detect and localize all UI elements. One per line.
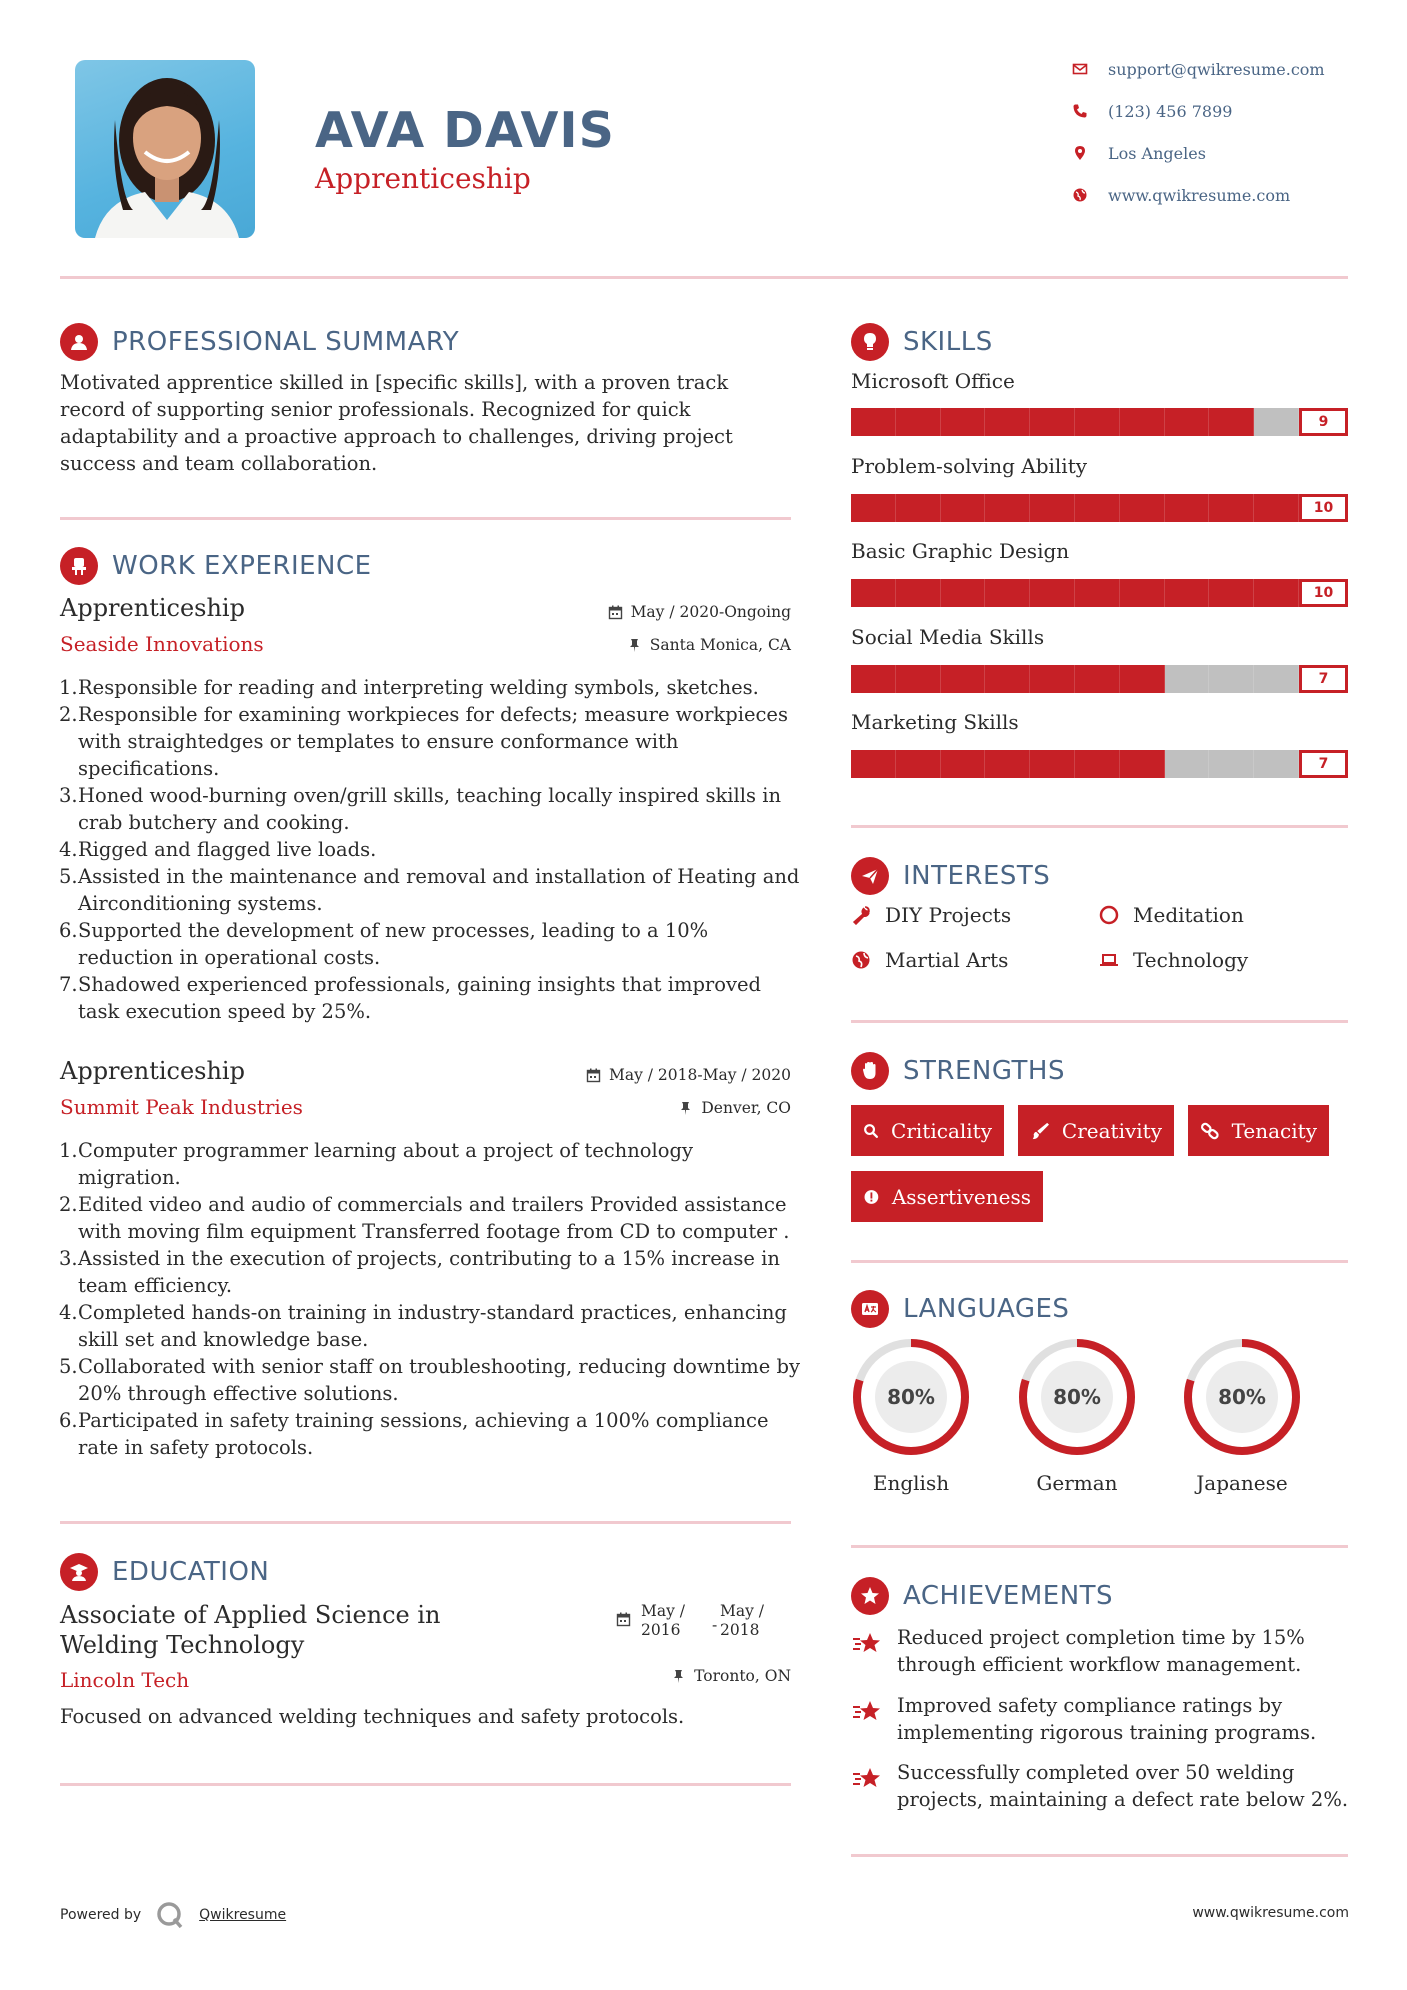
skill-segment [1030, 750, 1075, 778]
skill-segment [1254, 579, 1299, 607]
skill-5-bar [851, 750, 1348, 778]
job-2-location [490, 1099, 791, 1117]
work-title: WORK EXPERIENCE [112, 551, 372, 581]
interest-1-label: DIY Projects [885, 903, 1012, 927]
languages-title: LANGUAGES [903, 1294, 1070, 1324]
strength-chip-creativity [1018, 1105, 1174, 1156]
paper-plane-icon [851, 857, 889, 895]
language-japanese [1180, 1335, 1304, 1495]
skill-segment [985, 665, 1030, 693]
skill-segment [1120, 665, 1165, 693]
education-start-month: May / [641, 1602, 686, 1620]
language-german [1015, 1335, 1139, 1495]
language-name: English [872, 1471, 950, 1495]
education-title: EDUCATION [112, 1557, 270, 1587]
footer-powered-by [60, 1900, 286, 1930]
list-item: Computer programmer learning about a project of technology migration. [78, 1139, 694, 1189]
skill-segment [985, 750, 1030, 778]
interest-4 [1099, 948, 1248, 972]
skill-segment [851, 750, 896, 778]
summary-heading [60, 322, 459, 362]
strengths-divider [851, 1260, 1348, 1263]
interest-2 [1099, 903, 1244, 927]
skill-1-bar [851, 408, 1348, 436]
skills-divider [851, 825, 1348, 828]
skill-segment [896, 665, 941, 693]
skill-segment [941, 494, 986, 522]
skill-1-score: 9 [1299, 408, 1348, 436]
skill-segment [1075, 665, 1120, 693]
skill-segment [851, 494, 896, 522]
strength-4-label: Assertiveness [891, 1184, 1031, 1209]
job-1-title: Apprenticeship [60, 594, 245, 622]
skill-segment [1209, 665, 1254, 693]
circle-icon [1099, 905, 1119, 925]
job-1-bullets [60, 674, 800, 1025]
list-item: Participated in safety training sessions, achieving a 100% compliance rate in safety protocols. [78, 1409, 769, 1459]
skill-segment [941, 408, 986, 436]
achievement-3 [851, 1759, 1351, 1813]
skill-1-name: Microsoft Office [851, 369, 1015, 393]
skill-segment [1120, 579, 1165, 607]
chair-icon [60, 547, 98, 585]
education-start-year: 2016 [641, 1621, 681, 1639]
education-end-month: May / [720, 1602, 765, 1620]
skill-segment [851, 665, 896, 693]
skill-segment [1030, 579, 1075, 607]
education-degree: Associate of Applied Science in Welding Technology [60, 1601, 441, 1659]
achievements-heading [851, 1576, 1113, 1616]
skill-4-name: Social Media Skills [851, 625, 1045, 649]
qwikresume-logo-icon [155, 1900, 185, 1930]
skill-segment [1030, 408, 1075, 436]
list-item: Edited video and audio of commercials and trailers Provided assistance with moving film equipment Transferred footage from CD to computer . [78, 1193, 790, 1243]
skill-4-score: 7 [1299, 665, 1348, 693]
languages-divider [851, 1545, 1348, 1548]
strengths-heading [851, 1051, 1065, 1091]
strength-2-label: Creativity [1061, 1118, 1162, 1143]
pin-icon [671, 1669, 686, 1684]
achievement-3-text: Successfully completed over 50 welding projects, maintaining a defect rate below 2%. [897, 1761, 1349, 1811]
language-english [849, 1335, 973, 1495]
powered-by-text: Powered by [60, 1907, 142, 1923]
skill-segment [1075, 750, 1120, 778]
education-location [490, 1667, 791, 1685]
skill-segment [1030, 494, 1075, 522]
list-item: Responsible for reading and interpreting welding symbols, sketches. [78, 676, 759, 699]
summary-title: PROFESSIONAL SUMMARY [112, 327, 460, 357]
candidate-role: Apprenticeship [315, 162, 531, 195]
skill-segment [1165, 579, 1210, 607]
laptop-icon [1099, 950, 1119, 970]
strengths-title: STRENGTHS [903, 1056, 1065, 1086]
language-name: Japanese [1196, 1471, 1288, 1495]
interest-1 [851, 903, 1011, 927]
work-divider [60, 1521, 791, 1524]
languages-heading [851, 1289, 1069, 1329]
list-item: Supported the development of new processes, leading to a 10% reduction in operational costs. [78, 919, 709, 969]
lightbulb-icon [851, 323, 889, 361]
skill-segment [985, 579, 1030, 607]
candidate-name: AVA DAVIS [315, 102, 615, 159]
contact-location [1070, 141, 1370, 165]
job-2-bullets [60, 1137, 800, 1461]
skill-segment [985, 494, 1030, 522]
education-description: Focused on advanced welding techniques and safety protocols. [60, 1705, 685, 1728]
skill-5-name: Marketing Skills [851, 710, 1019, 734]
achievement-1-text: Reduced project completion time by 15% through efficient workflow management. [897, 1626, 1305, 1676]
job-1-location [490, 636, 791, 654]
wrench-icon [851, 905, 871, 925]
pin-icon [678, 1101, 693, 1116]
list-item: Shadowed experienced professionals, gaining insights that improved task execution speed by 25%. [78, 973, 762, 1023]
skill-segment [1254, 408, 1299, 436]
skill-4-bar [851, 665, 1348, 693]
star-icon [851, 1628, 883, 1660]
interest-3 [851, 948, 1008, 972]
skill-2-name: Problem-solving Ability [851, 454, 1088, 478]
language-percent: 80% [1053, 1385, 1101, 1409]
list-item: Assisted in the execution of projects, contributing to a 15% increase in team efficiency. [78, 1247, 780, 1297]
achievements-title: ACHIEVEMENTS [903, 1581, 1114, 1611]
skill-segment [1030, 665, 1075, 693]
achievements-divider [851, 1854, 1348, 1857]
skill-segment [1254, 665, 1299, 693]
skill-segment [1165, 494, 1210, 522]
skill-segment [1075, 408, 1120, 436]
skill-segment [896, 579, 941, 607]
skill-5-score: 7 [1299, 750, 1348, 778]
skills-title: SKILLS [903, 327, 993, 357]
job-1-date-text: May / 2020-Ongoing [630, 603, 791, 621]
skill-segment [941, 750, 986, 778]
work-heading [60, 546, 372, 586]
list-item: Responsible for examining workpieces for defects; measure workpieces with straightedges or templates to ensure conformance with specifications. [78, 703, 788, 780]
education-heading [60, 1552, 269, 1592]
skill-segment [1209, 494, 1254, 522]
skill-segment [1120, 408, 1165, 436]
skill-segment [1254, 494, 1299, 522]
globe-icon [851, 950, 871, 970]
interests-divider [851, 1020, 1348, 1023]
education-location-text: Toronto, ON [694, 1667, 791, 1685]
skill-2-score: 10 [1299, 494, 1348, 522]
strength-chip-assertiveness [851, 1171, 1043, 1222]
skills-heading [851, 322, 993, 362]
skill-segment [941, 579, 986, 607]
contact-phone-text: (123) 456 7899 [1108, 101, 1233, 121]
achievement-2 [851, 1692, 1351, 1746]
exclamation-icon [863, 1186, 880, 1208]
fist-icon [851, 1052, 889, 1090]
list-item: Rigged and flagged live loads. [78, 838, 377, 861]
star-badge-icon [851, 1577, 889, 1615]
skill-segment [1209, 579, 1254, 607]
contact-email-text: support@qwikresume.com [1108, 59, 1325, 79]
job-1-date [490, 603, 791, 621]
job-1-company: Seaside Innovations [60, 632, 264, 656]
skill-segment [1165, 665, 1210, 693]
summary-text: Motivated apprentice skilled in [specific skills], with a proven track record of supporting senior professionals. Recognized for quick adaptability and a proactive approach to challenges, driving project success and team collaboration. [60, 371, 733, 475]
job-2-location-text: Denver, CO [701, 1099, 791, 1117]
phone-icon [1070, 101, 1090, 121]
contact-website[interactable] [1070, 183, 1370, 207]
skill-segment [851, 408, 896, 436]
skill-segment [1075, 579, 1120, 607]
achievement-1 [851, 1624, 1351, 1678]
paintbrush-icon [1030, 1120, 1050, 1142]
education-divider [60, 1783, 791, 1786]
skill-segment [1209, 750, 1254, 778]
skill-segment [941, 665, 986, 693]
strength-chip-tenacity [1188, 1105, 1329, 1156]
skill-3-score: 10 [1299, 579, 1348, 607]
envelope-icon [1070, 59, 1090, 79]
job-2-title: Apprenticeship [60, 1057, 245, 1085]
strength-1-label: Criticality [891, 1118, 992, 1143]
language-ring [1180, 1335, 1304, 1459]
strength-3-label: Tenacity [1231, 1118, 1317, 1143]
language-percent: 80% [1218, 1385, 1266, 1409]
skill-3-bar [851, 579, 1348, 607]
summary-divider [60, 517, 791, 520]
contact-location-text: Los Angeles [1108, 143, 1206, 163]
list-item: Honed wood-burning oven/grill skills, teaching locally inspired skills in crab butchery and cooking. [78, 784, 782, 834]
language-ring [849, 1335, 973, 1459]
profile-photo [75, 60, 255, 238]
star-icon [851, 1696, 883, 1728]
user-icon [60, 323, 98, 361]
footer-website[interactable]: www.qwikresume.com [1192, 1905, 1349, 1921]
skill-segment [896, 494, 941, 522]
list-item: Collaborated with senior staff on troubleshooting, reducing downtime by 20% through effective solutions. [78, 1355, 800, 1405]
skill-3-name: Basic Graphic Design [851, 539, 1070, 563]
skill-segment [1165, 408, 1210, 436]
location-pin-icon [1070, 143, 1090, 163]
pin-icon [627, 638, 642, 653]
star-icon [851, 1763, 883, 1795]
skill-segment [896, 408, 941, 436]
skill-segment [851, 579, 896, 607]
list-item: Completed hands-on training in industry-standard practices, enhancing skill set and knowledge base. [78, 1301, 787, 1351]
interests-title: INTERESTS [903, 861, 1051, 891]
skill-segment [1075, 494, 1120, 522]
link-icon [1200, 1120, 1220, 1142]
education-date-dash: - [712, 1616, 718, 1634]
strength-chip-criticality [851, 1105, 1004, 1156]
job-1-location-text: Santa Monica, CA [649, 636, 791, 654]
education-end-year: 2018 [720, 1621, 760, 1639]
globe-icon [1070, 185, 1090, 205]
calendar-icon [608, 605, 623, 620]
interest-4-label: Technology [1133, 948, 1249, 972]
calendar-icon [586, 1068, 601, 1083]
translate-icon [851, 1290, 889, 1328]
skill-segment [896, 750, 941, 778]
graduate-icon [60, 1553, 98, 1591]
job-2-company: Summit Peak Industries [60, 1095, 303, 1119]
qwikresume-link[interactable]: Qwikresume [199, 1907, 287, 1923]
interests-heading [851, 856, 1050, 896]
skill-segment [985, 408, 1030, 436]
job-2-date [490, 1066, 791, 1084]
achievement-2-text: Improved safety compliance ratings by implementing rigorous training programs. [897, 1694, 1317, 1744]
contact-website-text: www.qwikresume.com [1108, 185, 1291, 205]
language-ring [1015, 1335, 1139, 1459]
job-2-date-text: May / 2018-May / 2020 [608, 1066, 791, 1084]
contact-phone[interactable] [1070, 99, 1370, 123]
education-date [614, 1602, 794, 1642]
skill-segment [1120, 494, 1165, 522]
interest-3-label: Martial Arts [885, 948, 1009, 972]
search-icon [863, 1120, 879, 1142]
skill-segment [1254, 750, 1299, 778]
skill-segment [1165, 750, 1210, 778]
language-percent: 80% [887, 1385, 935, 1409]
language-name: German [1036, 1471, 1118, 1495]
contact-email[interactable] [1070, 57, 1370, 81]
interest-2-label: Meditation [1133, 903, 1244, 927]
calendar-icon [616, 1612, 631, 1627]
skill-segment [1120, 750, 1165, 778]
list-item: Assisted in the maintenance and removal and installation of Heating and Airconditioning systems. [78, 865, 800, 915]
skill-2-bar [851, 494, 1348, 522]
skill-segment [1209, 408, 1254, 436]
header-divider [60, 276, 1348, 279]
education-school: Lincoln Tech [60, 1668, 190, 1692]
